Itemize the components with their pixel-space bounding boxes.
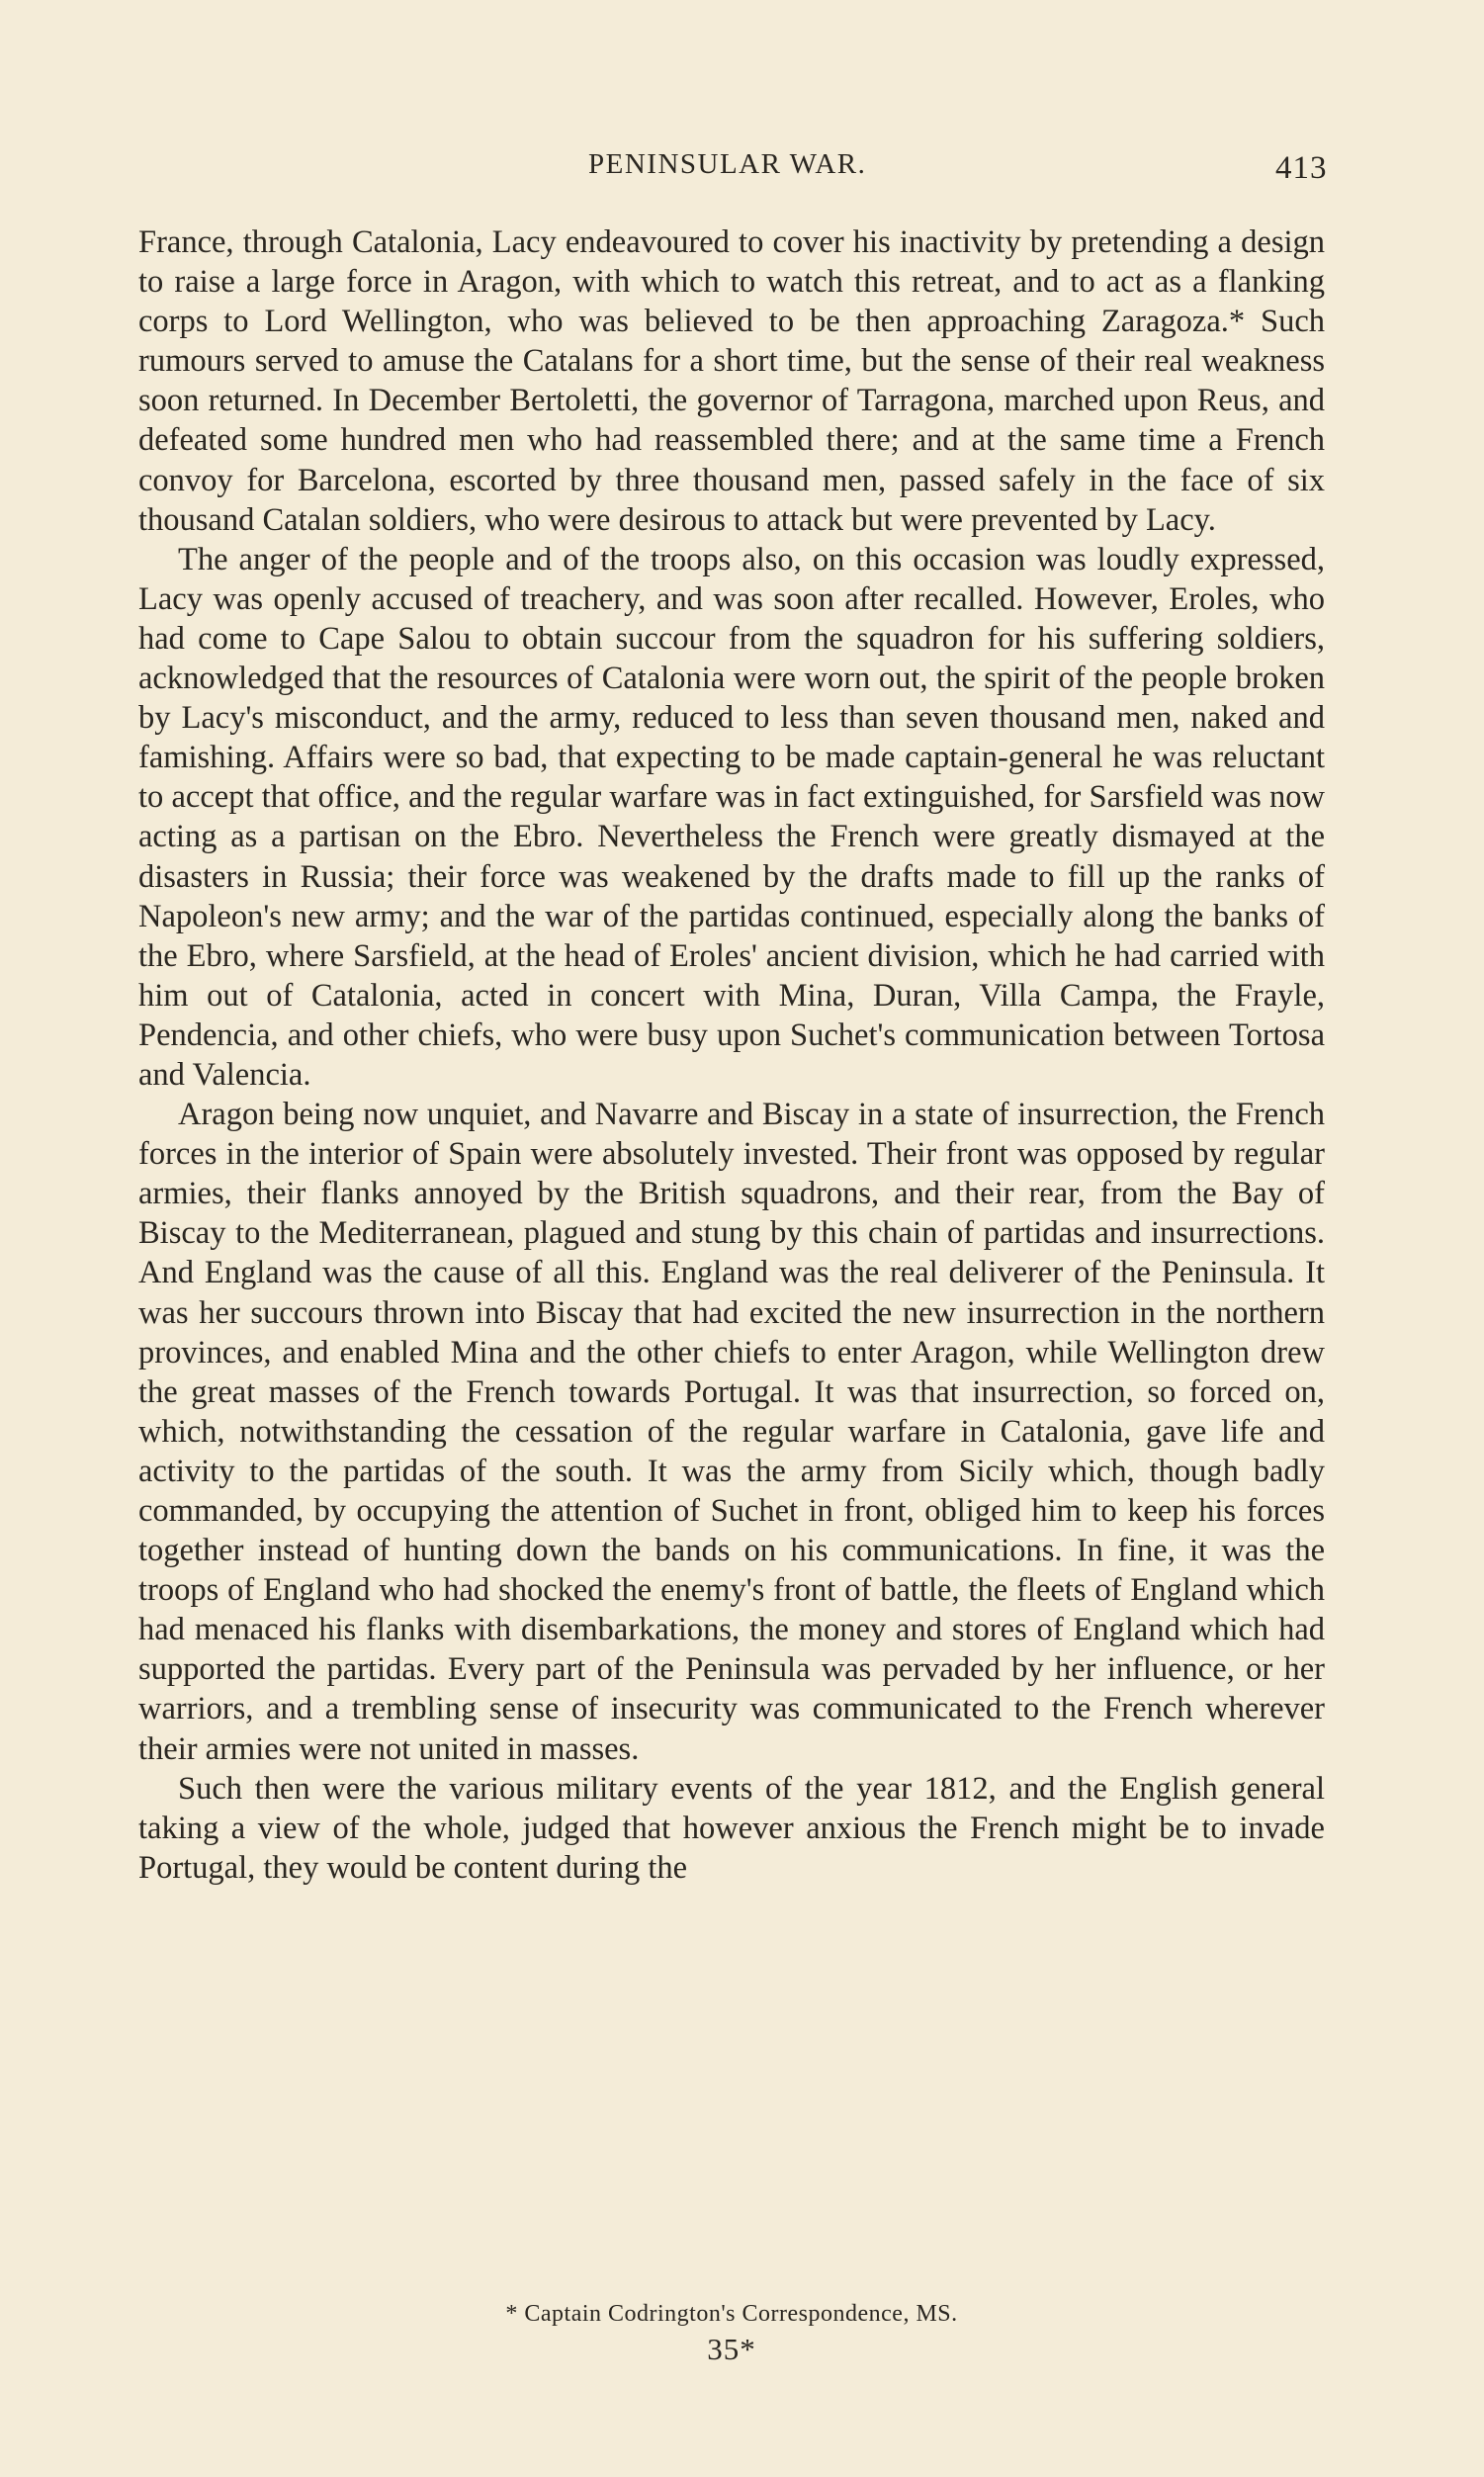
footnote: * Captain Codrington's Correspondence, MS.	[505, 2301, 958, 2327]
page-number: 413	[1275, 150, 1328, 186]
signature-mark: 35*	[707, 2332, 756, 2366]
paragraph: The anger of the people and of the troops also, on this occasion was loudly expressed, Lacy was openly accused of treachery, and was soon after recalled. However, Eroles, who had come to Cape Salou to obtain succour from the squadron for his suffering soldiers, acknowledged that the resources of Catalonia were worn out, the spirit of the people broken by Lacy's misconduct, and the army, reduced to less than seven thousand men, naked and famishing. Affairs were so bad, that expecting to be made captain-general he was reluctant to accept that office, and the regular warfare was in fact extinguished, for Sarsfield was now acting as a partisan on the Ebro. Nevertheless the French were greatly dismayed at the disasters in Russia; their force was weakened by the drafts made to fill up the ranks of Napoleon's new army; and the war of the partidas continued, especially along the banks of the Ebro, where Sarsfield, at the head of Eroles' ancient division, which he had carried with him out of Catalonia, acted in concert with Mina, Duran, Villa Campa, the Frayle, Pendencia, and other chiefs, who were busy upon Suchet's communication between Tortosa and Valencia.	[138, 541, 1325, 1093]
paragraph: Aragon being now unquiet, and Navarre and Biscay in a state of insurrection, the French forces in the interior of Spain were absolutely invested. Their front was opposed by regular armies, their flanks annoyed by the British squadrons, and their rear, from the Bay of Biscay to the Mediterranean, plagued and stung by this chain of partidas and insurrections. And England was the cause of all this. England was the real deliverer of the Peninsula. It was her succours thrown into Biscay that had excited the new insurrection in the northern provinces, and enabled Mina and the other chiefs to enter Aragon, while Wellington drew the great masses of the French towards Portugal. It was that insurrection, so forced on, which, notwithstanding the cessation of the regular warfare in Catalonia, gave life and activity to the partidas of the south. It was the army from Sicily which, though badly commanded, by occupying the attention of Suchet in front, obliged him to keep his forces together instead of hunting down the bands on his communications. In fine, it was the troops of England who had shocked the enemy's front of battle, the fleets of England which had menaced his flanks with disembarkations, the money and stores of England which had supported the partidas. Every part of the Peninsula was pervaded by her influence, or her warriors, and a trembling sense of insecurity was communicated to the French wherever their armies were not united in masses.	[138, 1097, 1325, 1767]
paragraph: France, through Catalonia, Lacy endeavoured to cover his inactivity by pretending a design to raise a large force in Aragon, with which to watch this retreat, and to act as a flanking corps to Lord Wellington, who was believed to be then approaching Zaragoza.* Such rumours served to amuse the Catalans for a short time, but the sense of their real weakness soon returned. In December Bertoletti, the governor of Tarragona, marched upon Reus, and defeated some hundred men who had reassembled there; and at the same time a French convoy for Barcelona, escorted by three thousand men, passed safely in the face of six thousand Catalan soldiers, who were desirous to attack but were prevented by Lacy.	[138, 224, 1325, 538]
paragraph: Such then were the various military events of the year 1812, and the English general taking a view of the whole, judged that however anxious the French might be to invade Portugal, they would be content during the	[138, 1770, 1325, 1886]
running-title: PENINSULAR WAR.	[588, 148, 867, 180]
body-text	[138, 222, 1325, 1888]
running-head	[138, 148, 1328, 198]
